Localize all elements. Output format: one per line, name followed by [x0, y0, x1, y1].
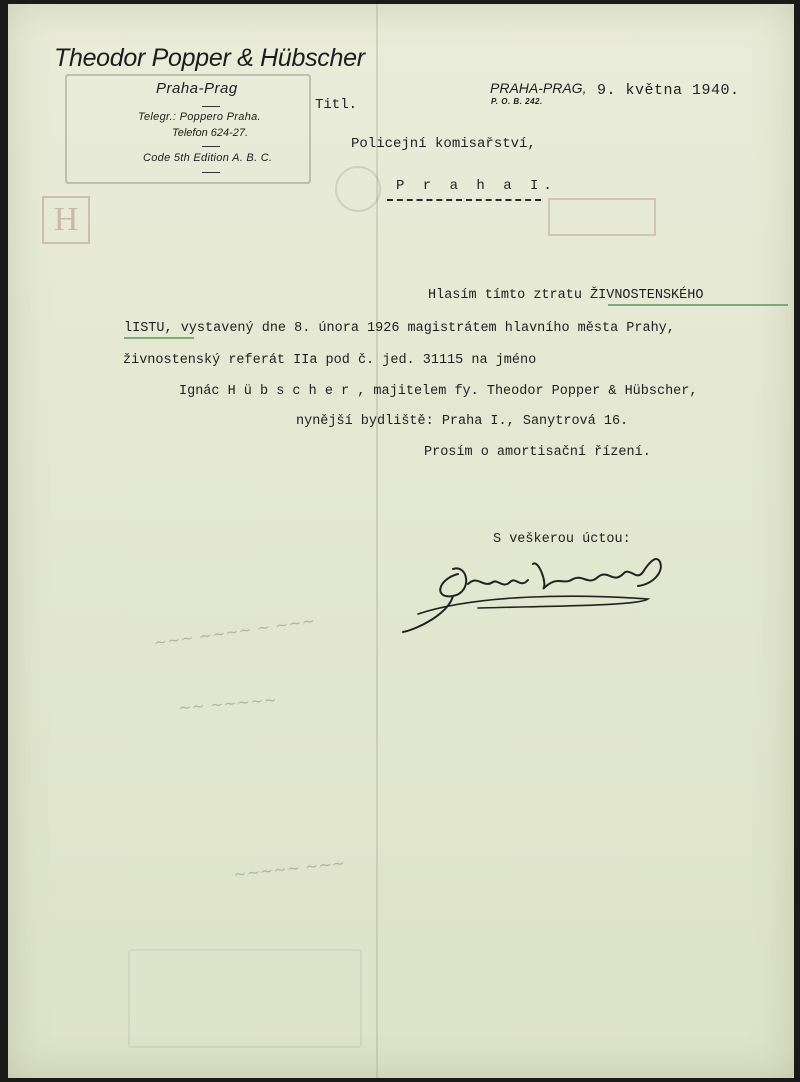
salutation: Titl.	[315, 97, 358, 113]
body-line: lISTU, vystavený dne 8. února 1926 magistrátem hlavního města Prahy,	[124, 321, 675, 336]
paper-fold-line	[376, 4, 378, 1078]
letterhead-divider	[202, 106, 220, 107]
recipient-city-underline	[387, 199, 541, 203]
telegraph-code: Code 5th Edition A. B. C.	[143, 152, 273, 164]
letter-sheet	[8, 4, 794, 1078]
letter-date: 9. května 1940.	[597, 82, 740, 99]
faded-round-stamp	[335, 166, 381, 212]
body-line: živnostenský referát IIa pod č. jed. 31115 na jméno	[123, 353, 537, 368]
letterhead-divider	[202, 172, 220, 173]
telephone-number: Telefon 624-27.	[172, 127, 249, 139]
closing-formula: S veškerou úctou:	[493, 532, 631, 547]
post-box: P. O. B. 242.	[491, 97, 543, 106]
green-pencil-mark	[124, 337, 194, 339]
body-line: Ignác H ü b s c h e r , majitelem fy. Theodor Popper & Hübscher,	[179, 384, 698, 399]
faded-receipt-stamp	[128, 949, 362, 1048]
faint-pencil-note: ~~~ ~~~~ ~ ~~~	[152, 610, 317, 653]
recipient-city: P r a h a I.	[396, 178, 557, 194]
firm-city: Praha-Prag	[156, 80, 238, 97]
recipient-office: Policejní komisařství,	[351, 136, 536, 152]
green-pencil-mark	[608, 304, 788, 306]
faded-red-stamp	[548, 198, 656, 236]
body-line: nynější bydliště: Praha I., Sanytrová 16.	[296, 414, 629, 429]
telegraph-address: Telegr.: Poppero Praha.	[138, 111, 261, 123]
faded-h-stamp: H	[42, 196, 90, 244]
faint-pencil-note: ~~~~~ ~~~	[232, 853, 347, 884]
faint-pencil-note: ~~ ~~~~~	[177, 689, 278, 718]
firm-name: Theodor Popper & Hübscher	[54, 44, 365, 72]
body-line: Prosím o amortisační řízení.	[424, 445, 651, 460]
body-line: Hlasím tímto ztratu ŽIVNOSTENSKÉHO	[428, 288, 704, 303]
letterhead-divider	[202, 146, 220, 147]
letterhead-place: PRAHA-PRAG,	[490, 80, 587, 96]
handwritten-signature	[398, 544, 678, 639]
